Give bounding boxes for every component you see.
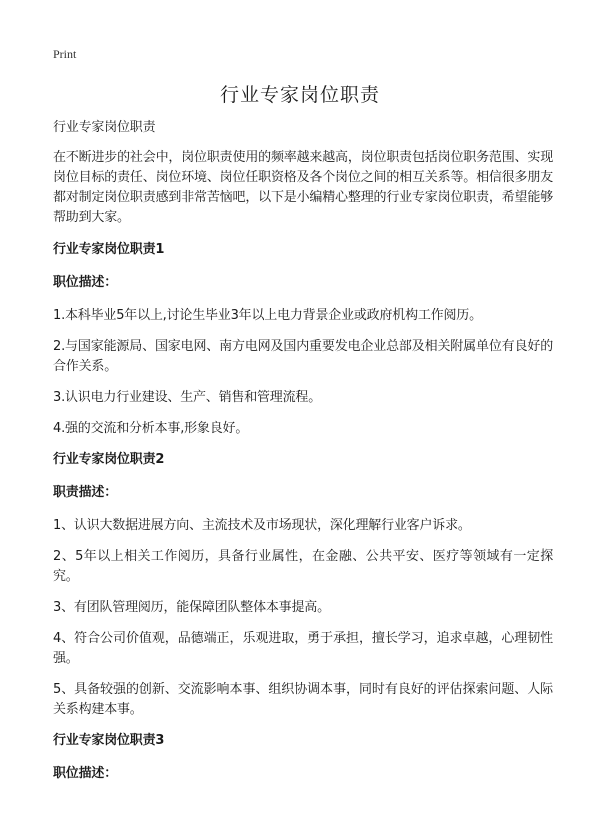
article-body bbox=[53, 118, 553, 797]
list-item: 2.与国家能源局、国家电网、南方电网及国内重要发电企业总部及相关附属单位有良好的合作关系。 bbox=[53, 339, 553, 374]
section-subheading-1: 职位描述： bbox=[53, 275, 118, 290]
section-subheading-2: 职责描述： bbox=[53, 485, 118, 500]
list-item: 5、具备较强的创新、交流影响本事、组织协调本事，同时有良好的评估探索问题、人际关系构建本事。 bbox=[53, 682, 553, 717]
section-heading-2: 行业专家岗位职责2 bbox=[53, 452, 165, 467]
list-item: 1、认识大数据进展方向、主流技术及市场现状，深化理解行业客户诉求。 bbox=[53, 518, 471, 533]
print-link[interactable]: Print bbox=[53, 47, 77, 61]
list-item: 4、符合公司价值观，品德端正，乐观进取，勇于承担，擅长学习，追求卓越，心理韧性强。 bbox=[53, 631, 553, 666]
section-heading-1: 行业专家岗位职责1 bbox=[53, 242, 165, 257]
article-subtitle: 行业专家岗位职责 bbox=[53, 120, 156, 135]
list-item: 4.强的交流和分析本事,形象良好。 bbox=[53, 421, 249, 436]
section-subheading-3: 职位描述： bbox=[53, 766, 118, 781]
list-item: 2、5年以上相关工作阅历，具备行业属性，在金融、公共平安、医疗等领域有一定探究。 bbox=[53, 549, 553, 584]
intro-paragraph: 在不断进步的社会中，岗位职责使用的频率越来越高，岗位职责包括岗位职务范围、实现岗位目标的责任、岗位环境、岗位任职资格及各个岗位之间的相互关系等。相信很多朋友都对制定岗位职责感到非常苦恼吧，以下是小编精心整理的行业专家岗位职责，希望能够帮助到大家。 bbox=[53, 150, 553, 225]
list-item: 3、有团队管理阅历，能保障团队整体本事提高。 bbox=[53, 600, 330, 615]
list-item: 3.认识电力行业建设、生产、销售和管理流程。 bbox=[53, 390, 322, 405]
list-item: 1.本科毕业5年以上,讨论生毕业3年以上电力背景企业或政府机构工作阅历。 bbox=[53, 308, 482, 323]
page-title: 行业专家岗位职责 bbox=[219, 84, 380, 106]
section-heading-3: 行业专家岗位职责3 bbox=[53, 733, 165, 748]
